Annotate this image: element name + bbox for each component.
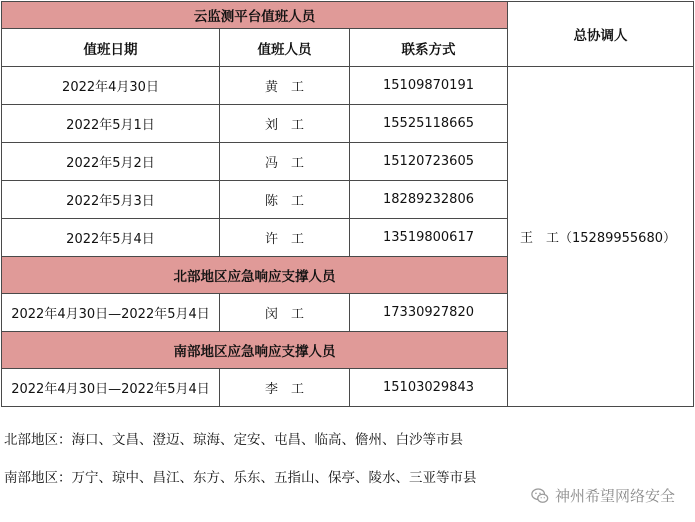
duty-roster-table (1, 1, 694, 407)
column-header-phone: 联系方式 (350, 29, 508, 67)
table-row (2, 67, 694, 105)
south-section-title: 南部地区应急响应支撑人员 (2, 332, 508, 369)
north-person: 闵 工 (220, 294, 350, 332)
watermark (531, 485, 675, 506)
duty-date: 2022年5月3日 (2, 181, 220, 219)
duty-person: 冯 工 (220, 143, 350, 181)
duty-phone: 15120723605 (350, 143, 508, 181)
coordinator-value: 王 工（15289955680） (508, 67, 694, 407)
north-phone: 17330927820 (350, 294, 508, 332)
north-region-note: 北部地区：海口、文昌、澄迈、琼海、定安、屯昌、临高、儋州、白沙等市县 (4, 432, 463, 448)
south-region-note: 南部地区：万宁、琼中、昌江、东方、乐东、五指山、保亭、陵水、三亚等市县 (4, 470, 477, 486)
duty-person: 黄 工 (220, 67, 350, 105)
duty-phone: 15109870191 (350, 67, 508, 105)
duty-person: 刘 工 (220, 105, 350, 143)
duty-date: 2022年4月30日 (2, 67, 220, 105)
table-title: 云监测平台值班人员 (2, 2, 508, 29)
duty-person: 陈 工 (220, 181, 350, 219)
title-row (2, 2, 694, 29)
duty-phone: 13519800617 (350, 219, 508, 257)
duty-person: 许 工 (220, 219, 350, 257)
watermark-text: 神州希望网络安全 (554, 487, 675, 505)
column-header-person: 值班人员 (220, 29, 350, 67)
south-person: 李 工 (220, 369, 350, 407)
coordinator-header: 总协调人 (508, 2, 694, 67)
duty-phone: 18289232806 (350, 181, 508, 219)
south-phone: 15103029843 (350, 369, 508, 407)
duty-date: 2022年5月1日 (2, 105, 220, 143)
north-date: 2022年4月30日—2022年5月4日 (2, 294, 220, 332)
duty-date: 2022年5月4日 (2, 219, 220, 257)
duty-date: 2022年5月2日 (2, 143, 220, 181)
south-date: 2022年4月30日—2022年5月4日 (2, 369, 220, 407)
north-section-title: 北部地区应急响应支撑人员 (2, 257, 508, 294)
duty-phone: 15525118665 (350, 105, 508, 143)
column-header-date: 值班日期 (2, 29, 220, 67)
wechat-icon (531, 487, 549, 505)
